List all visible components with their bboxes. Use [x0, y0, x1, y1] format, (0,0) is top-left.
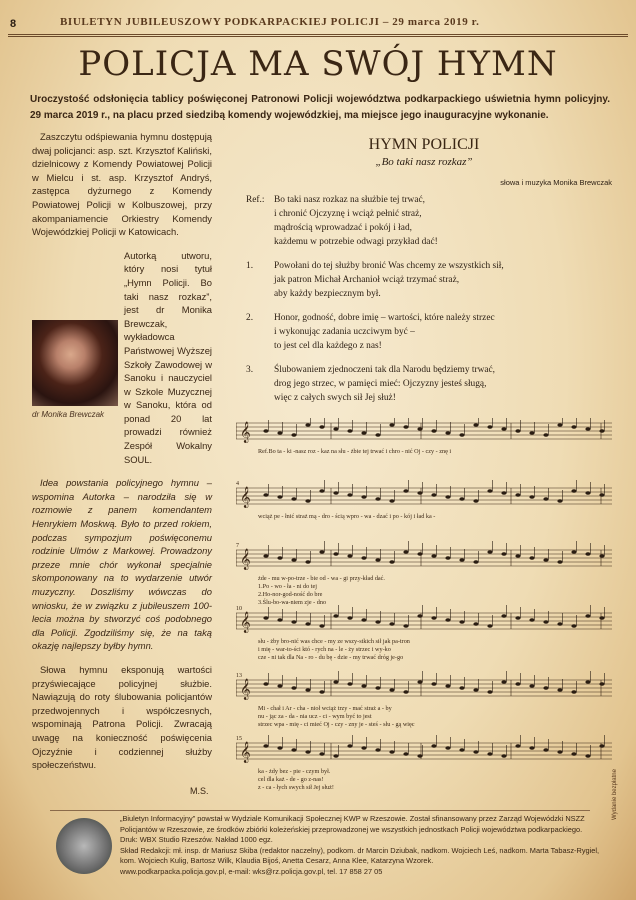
score-lyric: strzec wpa - mię - ci mieć Oj - czy - zny je - steś - słu - gą więc [258, 721, 415, 728]
para-4: Słowa hymnu eksponują wartości przyświecające policyjnej służbie. Nawiązują do roty ślubowania policjantów przedwojennych i współczesnych, wspominają Patrona Policji. Zwracają uwagę na konieczność poświęcenia Ojczyźnie i codziennej służby społeczeństwu. [32, 663, 212, 771]
note [291, 558, 296, 562]
footer-line-2: Skład Redakcji: mł. insp. dr Mariusz Skiba (redaktor naczelny), podkom. dr Marcin Dziubak, nadkom. Wojciech Leś, nadkom. Marta Tabasz-Rygiel, kom. Wojciech Kulig, Bartosz Wilk, Klaudia Bijoś, Anetta Cesarz, Anna Klee, Katarzyna Wzorek. [120, 845, 600, 865]
note [305, 688, 310, 692]
note [571, 550, 576, 554]
note [543, 686, 548, 690]
note [571, 690, 576, 694]
note [375, 497, 380, 501]
note [319, 425, 324, 429]
note [375, 748, 380, 752]
note [347, 493, 352, 497]
score-lyric: cze - ni tak dla Na - ro - du bę - dzie - my trwać dróg je-go [258, 654, 404, 661]
note [557, 688, 562, 692]
treble-clef-icon: 𝄞 [240, 549, 251, 570]
note [347, 554, 352, 558]
note [501, 614, 506, 618]
note [487, 752, 492, 756]
author-photo [32, 320, 118, 406]
note [515, 554, 520, 558]
score-lyric: słu - żby bro-nić was chce - my ze wszy-stkich sił jak pa-tron [258, 638, 410, 645]
note [291, 748, 296, 752]
photo-caption: dr Monika Brewczak [32, 410, 105, 419]
header-rule [8, 34, 628, 37]
note [389, 423, 394, 427]
signature: M.S. [190, 786, 209, 796]
hymn-lyrics [236, 130, 612, 405]
note [473, 750, 478, 754]
measure-number: 15 [236, 736, 242, 742]
note [291, 497, 296, 501]
note [305, 499, 310, 503]
running-head: BIULETYN JUBILEUSZOWY PODKARPACKIEJ POLICJI – 29 marca 2019 r. [60, 16, 480, 28]
note [557, 622, 562, 626]
note [585, 552, 590, 556]
note [543, 620, 548, 624]
measure-number: 7 [236, 543, 239, 549]
note [445, 746, 450, 750]
para-3: Idea powstania policyjnego hymnu – wspomina Autorka – narodziła się w rozmowie z panem komendantem Henrykiem Moskwą. Było to przed rokiem, podczas sympozjum poświęconemu rodzinie Ulmów z Markowej. Prowadzony przeze mnie chór wykonał specjalnie skomponowany na to wydarzenie utwór muzyczny. Doszliśmy wówczas do wniosku, że w związku z jubileuszem 100-lecia można by stworzyć coś podobnego dla Policji. Zgodziliśmy się, że na taką okazję najlepszy byłby hymn. [32, 477, 212, 652]
note [599, 429, 604, 433]
note [361, 495, 366, 499]
refrain-line: i chronić Ojczyznę i wciąż pełnić straż, [274, 209, 422, 219]
note [389, 688, 394, 692]
note [571, 624, 576, 628]
note [375, 686, 380, 690]
footer-text [120, 814, 600, 877]
police-badge-icon [56, 818, 112, 874]
note [585, 680, 590, 684]
refrain-line: Bo taki nasz rozkaz na służbie tej trwać, [274, 195, 425, 205]
note [445, 618, 450, 622]
music-score [236, 418, 612, 808]
note [571, 752, 576, 756]
note [557, 423, 562, 427]
side-note: Wydanie bezpłatne [612, 769, 618, 820]
note [459, 686, 464, 690]
note [529, 495, 534, 499]
note [501, 754, 506, 758]
note [347, 429, 352, 433]
note [529, 684, 534, 688]
note [263, 429, 268, 433]
note [585, 754, 590, 758]
note [543, 497, 548, 501]
note [263, 616, 268, 620]
note [319, 624, 324, 628]
note [263, 554, 268, 558]
note [291, 433, 296, 437]
note [319, 752, 324, 756]
note [473, 423, 478, 427]
verse-line: Powołani do tej służby bronić Was chcemy ze wszystkich sił, [274, 261, 504, 271]
note [375, 433, 380, 437]
page-number: 8 [10, 18, 17, 30]
note [417, 427, 422, 431]
note [515, 429, 520, 433]
note [571, 425, 576, 429]
note [571, 489, 576, 493]
para-2: Autorką utworu, który nosi tytuł „Hymn Policji. Bo taki nasz rozkaz”, jest dr Monika Brewczak, wykładowca Państwowej Wyższej Szkoły Zawodowej w Sanoku i nauczyciel w Szkole Muzycznej w Sanoku, która od ponad 20 lat prowadzi również Zespół Wokalny SOUL. [124, 249, 212, 465]
note [333, 614, 338, 618]
note [543, 433, 548, 437]
note [403, 752, 408, 756]
note [501, 680, 506, 684]
note [543, 558, 548, 562]
note [529, 431, 534, 435]
note [431, 493, 436, 497]
note [501, 427, 506, 431]
verse-number: 2. [246, 313, 254, 323]
verse-line: jak patron Michał Archanioł wciąż trzymać straż, [274, 275, 460, 285]
left-column [32, 130, 212, 782]
note [515, 616, 520, 620]
note [263, 744, 268, 748]
note [473, 499, 478, 503]
note [375, 558, 380, 562]
note [361, 746, 366, 750]
refrain [236, 193, 612, 249]
score-lyric: 1.Po - wo - ła - ni do tej [258, 583, 317, 590]
verse-2 [236, 311, 612, 353]
score-lyric: z - ca - łych swych sił Jej służ! [258, 784, 334, 791]
note [403, 550, 408, 554]
note [473, 622, 478, 626]
measure-number: 13 [236, 673, 242, 679]
note [403, 690, 408, 694]
note [277, 684, 282, 688]
note [487, 489, 492, 493]
note [319, 550, 324, 554]
top-header [0, 0, 636, 40]
note [459, 433, 464, 437]
note [599, 682, 604, 686]
note [403, 489, 408, 493]
note [361, 684, 366, 688]
note [361, 556, 366, 560]
hymn-credit: słowa i muzyka Monika Brewczak [500, 178, 612, 187]
verse-line: i wykonując zadania uczciwym być – [274, 327, 415, 337]
verse-line: Honor, godność, dobre imię – wartości, które należy strzec [274, 313, 495, 323]
score-lyric: wciąż pe - łnić straż mą - dro - ścią wpro - wa - dzać i po - kój i ład ka - [258, 513, 436, 520]
note [459, 497, 464, 501]
note [431, 554, 436, 558]
note [305, 423, 310, 427]
score-lyric: ka - żdy bez - pie - czym był. [258, 768, 331, 775]
footer-line-1: „Biuletyn Informacyjny” powstał w Wydziale Komunikacji Społecznej KWP w Rzeszowie. Został sfinansowany przez Zarząd Wojewódzki NSZZ Policjantów w Rzeszowie, ze środków zbiórki koleżeńskiej przeprowadzonej we wszystkich jednostkach Policji województwa podkarpackiego. Druk: WBX Studio Rzeszów. Nakład 1000 egz. [120, 814, 585, 844]
note [487, 550, 492, 554]
treble-clef-icon: 𝄞 [240, 422, 251, 443]
note [277, 618, 282, 622]
note [445, 495, 450, 499]
score-lyric: żde - mu w-po-trze - bie od - wa - gi przy-kład dać. [258, 575, 385, 582]
treble-clef-icon: 𝄞 [240, 679, 251, 700]
note [599, 554, 604, 558]
note [529, 618, 534, 622]
score-lyric: 3.Ślu-bo-wa-niem zje - dno [258, 599, 327, 606]
note [333, 754, 338, 758]
note [529, 556, 534, 560]
article-title: POLICJA MA SWÓJ HYMN [78, 44, 558, 84]
note [515, 682, 520, 686]
note [431, 744, 436, 748]
refrain-line: mądrością wprowadzać i pokój i ład, [274, 223, 412, 233]
note [263, 682, 268, 686]
note [515, 744, 520, 748]
note [459, 558, 464, 562]
note [291, 620, 296, 624]
note [557, 750, 562, 754]
score-lyric: Mi - chał i Ar - cha - nioł wciąż trzy - mać straż a - by [258, 705, 392, 712]
note [459, 620, 464, 624]
note [333, 680, 338, 684]
note [501, 491, 506, 495]
note [333, 552, 338, 556]
verse-line: drog jego strzec, w pamięci mieć: Ojczyzny jesteś sługą, [274, 379, 487, 389]
note [473, 560, 478, 564]
verse-line: aby każdy bezpiecznym był. [274, 289, 381, 299]
treble-clef-icon: 𝄞 [240, 612, 251, 633]
verse-3 [236, 363, 612, 405]
note [487, 690, 492, 694]
score-lyric: i mię - war-to-ści któ - rych na - le - ży strzec i wy-ko [258, 646, 391, 653]
note [277, 746, 282, 750]
note [277, 495, 282, 499]
note [361, 431, 366, 435]
note [431, 682, 436, 686]
score-lyric: Ref.Bo ta - ki -nasz roz - kaz na słu - żbie tej trwać i chro - nić Oj - czy - znę i [258, 448, 452, 455]
note [305, 622, 310, 626]
note [277, 556, 282, 560]
hymn-title: HYMN POLICJI [368, 136, 480, 153]
note [347, 616, 352, 620]
note [417, 614, 422, 618]
note [529, 746, 534, 750]
note [319, 690, 324, 694]
verse-number: 3. [246, 365, 254, 375]
note [417, 491, 422, 495]
note [333, 491, 338, 495]
score-lyric: nu - jąc za - da - nia ucz - ci - wym być to jest [258, 713, 372, 720]
note [599, 744, 604, 748]
verse-number: 1. [246, 261, 254, 271]
note [263, 493, 268, 497]
note [319, 489, 324, 493]
note [543, 748, 548, 752]
refrain-label: Ref.: [246, 195, 265, 205]
note [403, 624, 408, 628]
score-lyric: cel dla każ - de - go z-nas! [258, 776, 324, 783]
note [431, 616, 436, 620]
note [445, 556, 450, 560]
refrain-line: każdemu w potrzebie odwagi przykład dać! [274, 237, 438, 247]
note [585, 614, 590, 618]
note [473, 688, 478, 692]
verse-1 [236, 259, 612, 301]
note [599, 493, 604, 497]
verse-line: to jest cel dla każdego z nas! [274, 341, 382, 351]
note [515, 493, 520, 497]
treble-clef-icon: 𝄞 [240, 742, 251, 763]
note [361, 618, 366, 622]
article-lead: Uroczystość odsłonięcia tablicy poświęconej Patronowi Policji województwa podkarpackiego uświetnia hymn policyjny. 29 marca 2019 r., na placu przed siedzibą komendy wojewódzkiej, ma miejsce jego inauguracyjne wykonanie. [30, 94, 610, 121]
note [291, 686, 296, 690]
treble-clef-icon: 𝄞 [240, 487, 251, 508]
note [445, 431, 450, 435]
note [557, 560, 562, 564]
hymn-subtitle: „Bo taki nasz rozkaz” [375, 156, 473, 168]
note [347, 682, 352, 686]
note [389, 750, 394, 754]
note [277, 431, 282, 435]
note [431, 429, 436, 433]
note [459, 748, 464, 752]
note [403, 425, 408, 429]
para-1: Zaszczytu odśpiewania hymnu dostępują dwaj policjanci: asp. szt. Krzysztof Kaliński, dzielnicowy z Komendy Powiatowej Policji w Mielcu i st. asp. Krzysztof Andryś, zastępca dyżurnego z Komendy Powiatowej Policji w Kolbuszowej, przy akompaniamencie Orkiestry Komendy Wojewódzkiej Policji w Katowicach. [32, 131, 212, 238]
note [487, 425, 492, 429]
note [445, 684, 450, 688]
note [417, 552, 422, 556]
note [487, 624, 492, 628]
note [557, 499, 562, 503]
note [389, 499, 394, 503]
note [305, 750, 310, 754]
note [375, 620, 380, 624]
verse-line: Ślubowaniem zjednoczeni tak dla Narodu będziemy trwać, [274, 365, 496, 375]
verse-line: więc z całych swych sił Jej służ! [274, 393, 396, 403]
note [333, 427, 338, 431]
footer-line-3: www.podkarpacka.policja.gov.pl, e-mail: wks@rz.policja.gov.pl, tel. 17 858 27 05 [120, 866, 383, 876]
note [417, 754, 422, 758]
note [585, 491, 590, 495]
score-lyric: 2.Ho-nor-god-ność do bre [258, 591, 323, 598]
note [389, 560, 394, 564]
note [599, 616, 604, 620]
note [347, 744, 352, 748]
measure-number: 4 [236, 481, 239, 487]
note [501, 552, 506, 556]
measure-number: 10 [236, 606, 242, 612]
note [305, 560, 310, 564]
note [585, 427, 590, 431]
note [389, 622, 394, 626]
note [417, 680, 422, 684]
